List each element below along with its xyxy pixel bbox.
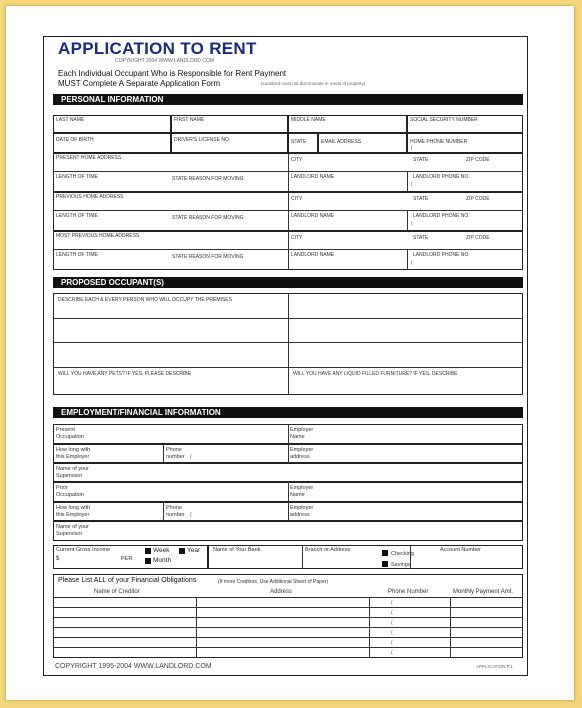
per-label: PER <box>121 556 133 562</box>
most-previous-state-label: STATE <box>413 235 429 241</box>
liquid-furniture-label: WILL YOU HAVE ANY LIQUID FILLED FURNITURE? IF YES, DESCRIBE <box>293 371 458 377</box>
employer-address-label-2: address <box>290 454 310 460</box>
prior-occupation-label-1: Prior <box>56 485 68 491</box>
prior-how-long-label-2: this Employer <box>56 512 90 518</box>
prior-employer-address-label-1: Employer <box>290 505 314 511</box>
divider <box>288 192 289 231</box>
gross-income-label: Current Gross Income <box>56 547 111 553</box>
dob-label: DATE OF BIRTH <box>56 137 94 143</box>
previous-zip-label: ZIP CODE <box>466 196 490 202</box>
intro-line-1: Each Individual Occupant Who is Responsible for Rent Payment <box>58 69 287 78</box>
previous-landlord-label: LANDLORD NAME <box>291 213 335 219</box>
previous-length-label: LENGTH OF TIME <box>56 213 98 219</box>
ssn-label: SOCIAL SECURITY NUMBER <box>410 117 478 123</box>
prior-occupation-label-2: Occupation <box>56 492 84 498</box>
table-phone-paren: ( <box>391 640 393 646</box>
table-row-divider <box>53 637 523 638</box>
dollar-sign: $ <box>56 556 60 562</box>
occupant-field-5[interactable] <box>54 343 287 366</box>
divider <box>407 210 408 231</box>
table-phone-paren: ( <box>391 610 393 616</box>
divider <box>407 249 408 270</box>
form-title: APPLICATION TO RENT <box>58 39 257 58</box>
divider <box>288 231 289 270</box>
first-name-label: FIRST NAME <box>174 117 205 123</box>
present-landlord-label: LANDLORD NAME <box>291 174 335 180</box>
ssn-field[interactable] <box>407 115 523 133</box>
present-occupation-label-2: Occupation <box>56 434 84 440</box>
middle-name-field[interactable] <box>288 115 407 133</box>
supervisor-label-2: Supervisor <box>56 473 83 479</box>
month-label: Month <box>153 557 172 564</box>
obligations-note: (If more Creditors, Use Additional Sheet of Paper) <box>218 579 329 585</box>
obligations-title: Please List ALL of your Financial Obligations <box>58 577 197 584</box>
checking-label: Checking <box>391 551 414 557</box>
most-previous-city-label: CITY <box>291 235 303 241</box>
table-row-divider <box>53 627 523 628</box>
most-previous-landlord-label: LANDLORD NAME <box>291 252 335 258</box>
month-checkbox[interactable] <box>145 558 151 564</box>
intro-line-2: MUST Complete A Separate Application Form <box>58 79 221 88</box>
phone-label-1: Phone <box>166 447 182 453</box>
most-previous-zip-label: ZIP CODE <box>466 235 490 241</box>
employer-name-label-1: Employer <box>290 427 314 433</box>
col-creditor-header: Name of Creditor <box>94 589 140 595</box>
table-phone-paren: ( <box>391 600 393 606</box>
occupant-field-1[interactable] <box>54 304 287 317</box>
prior-phone-label-2: number <box>166 512 185 518</box>
intro-note: (Landlord must not discriminate in rental of property) <box>261 81 366 86</box>
present-zip-label: ZIP CODE <box>466 157 490 163</box>
prior-phone-paren: ( <box>190 512 192 518</box>
prior-supervisor-label-1: Name of your <box>56 524 90 530</box>
most-previous-landlord-phone-paren: ( <box>411 260 413 266</box>
last-name-label: LAST NAME <box>56 117 85 123</box>
col-address-header: Address <box>270 589 293 595</box>
footer-copyright: COPYRIGHT 1995-2004 WWW.LANDLORD.COM <box>55 663 212 670</box>
divider <box>288 444 289 463</box>
drivers-license-field[interactable] <box>171 133 288 153</box>
present-landlord-phone-label: LANDLORD PHONE NO. <box>413 174 470 180</box>
prior-how-long-label-1: How long with <box>56 505 91 511</box>
present-landlord-phone-paren: ( <box>411 182 413 188</box>
footer-page-label: APPLICATION P.1 <box>476 664 513 669</box>
previous-state-label: STATE <box>413 196 429 202</box>
home-phone-paren: ( <box>411 145 413 151</box>
home-phone-label: HOME PHONE NUMBER <box>410 139 468 145</box>
supervisor-row[interactable] <box>53 463 523 482</box>
license-state-field[interactable] <box>288 133 318 153</box>
previous-landlord-phone-label: LANDLORD PHONE NO. <box>413 213 470 219</box>
divider <box>288 482 289 502</box>
divider <box>302 545 303 569</box>
pets-label: WILL YOU HAVE ANY PETS? IF YES, PLEASE DESCRIBE <box>58 371 192 377</box>
email-label: EMAIL ADDRESS <box>321 139 362 145</box>
table-col-divider <box>450 597 451 658</box>
table-row-divider <box>53 617 523 618</box>
branch-address-label: Branch or Address <box>305 547 351 553</box>
table-phone-paren: ( <box>391 620 393 626</box>
prior-supervisor-label-2: Supervisor <box>56 531 83 537</box>
divider <box>288 153 289 192</box>
table-row-divider <box>53 607 523 608</box>
checking-checkbox[interactable] <box>382 550 388 556</box>
last-name-field[interactable] <box>53 115 171 133</box>
most-previous-landlord-phone-label: LANDLORD PHONE NO. <box>413 252 470 258</box>
prior-supervisor-row[interactable] <box>53 521 523 541</box>
savings-label: Savings <box>391 562 411 568</box>
divider <box>407 171 408 192</box>
present-address-label: PRESENT HOME ADDRESS <box>56 155 122 161</box>
present-city-label: CITY <box>291 157 303 163</box>
present-reason-label: STATE REASON FOR MOVING <box>172 176 244 182</box>
divider <box>53 367 523 368</box>
year-label: Year <box>187 547 201 554</box>
previous-reason-label: STATE REASON FOR MOVING <box>172 215 244 221</box>
bank-name-label: Name of Your Bank <box>213 547 261 553</box>
week-label: Week <box>153 547 170 554</box>
divider <box>163 444 164 463</box>
table-col-divider <box>196 597 197 658</box>
divider <box>163 502 164 521</box>
prior-phone-label-1: Phone <box>166 505 182 511</box>
divider <box>288 424 289 444</box>
how-long-label-2: this Employer <box>56 454 90 460</box>
obligations-block <box>53 574 523 658</box>
most-previous-address-label: MOST PREVIOUS HOME ADDRESS <box>56 233 140 239</box>
first-name-field[interactable] <box>171 115 288 133</box>
week-checkbox[interactable] <box>145 548 151 554</box>
section-header-employment: EMPLOYMENT/FINANCIAL INFORMATION <box>53 407 523 418</box>
most-previous-length-label: LENGTH OF TIME <box>56 252 98 258</box>
home-phone-field[interactable] <box>407 133 523 153</box>
table-phone-paren: ( <box>391 630 393 636</box>
middle-name-label: MIDDLE NAME <box>291 117 326 123</box>
savings-checkbox[interactable] <box>382 561 388 567</box>
email-field[interactable] <box>318 133 407 153</box>
table-phone-paren: ( <box>391 650 393 656</box>
section-header-occupants: PROPOSED OCCUPANT(S) <box>53 277 523 288</box>
col-payment-header: Monthly Payment Amt. <box>453 589 514 595</box>
drivers-license-label: DRIVER'S LICENSE NO. <box>174 137 231 143</box>
present-state-label: STATE <box>413 157 429 163</box>
header-copyright: COPYRIGHT 2004 WWW.LANDLORD.COM <box>115 58 215 64</box>
phone-paren: ( <box>190 454 192 460</box>
occupants-describe-label: DESCRIBE EACH & EVERY PERSON WHO WILL OCCUPY THE PREMISES <box>58 297 232 303</box>
supervisor-label-1: Name of your <box>56 466 90 472</box>
previous-address-label: PREVIOUS HOME ADDRESS <box>56 194 124 200</box>
prior-employer-address-label-2: address <box>290 512 310 518</box>
previous-landlord-phone-paren: ( <box>411 221 413 227</box>
how-long-label-1: How long with <box>56 447 91 453</box>
license-state-label: STATE <box>291 139 307 145</box>
occupant-field-4[interactable] <box>289 319 522 341</box>
section-header-personal: PERSONAL INFORMATION <box>53 94 523 105</box>
most-previous-reason-label: STATE REASON FOR MOVING <box>172 254 244 260</box>
account-number-label: Account Number <box>440 547 481 553</box>
occupant-field-2[interactable] <box>54 319 287 341</box>
table-col-divider <box>369 597 370 658</box>
table-row-divider <box>53 597 523 598</box>
present-length-label: LENGTH OF TIME <box>56 174 98 180</box>
employer-name-label-2: Name <box>290 434 305 440</box>
dob-field[interactable] <box>53 133 171 153</box>
phone-label-2: number <box>166 454 185 460</box>
occupant-field-3[interactable] <box>289 294 522 317</box>
year-checkbox[interactable] <box>179 548 185 554</box>
occupant-field-6[interactable] <box>289 343 522 366</box>
present-occupation-label-1: Present <box>56 427 75 433</box>
table-row-divider <box>53 647 523 648</box>
divider <box>288 502 289 521</box>
col-phone-header: Phone Number <box>388 589 429 595</box>
prior-employer-name-label-1: Employer <box>290 485 314 491</box>
previous-city-label: CITY <box>291 196 303 202</box>
employer-address-label-1: Employer <box>290 447 314 453</box>
prior-employer-name-label-2: Name <box>290 492 305 498</box>
